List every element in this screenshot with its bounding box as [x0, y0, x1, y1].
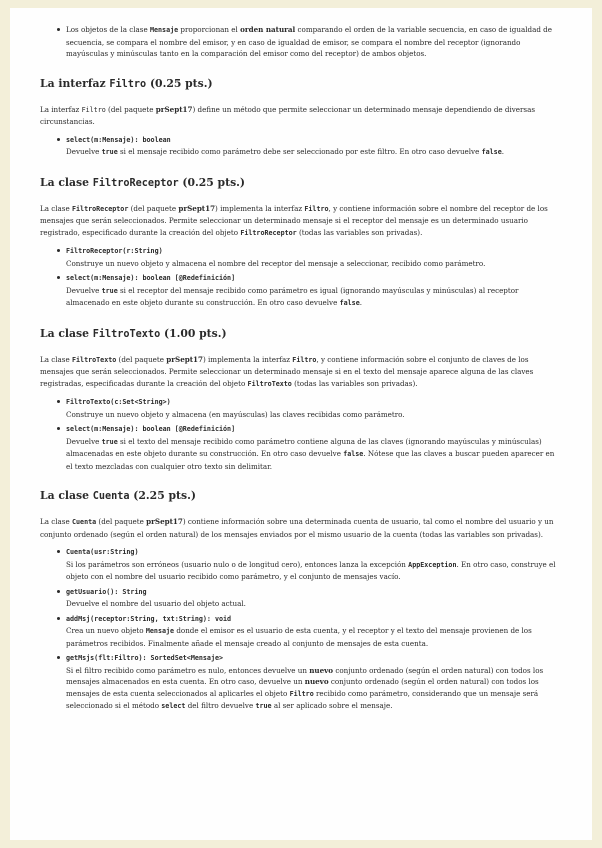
method-signature: FiltroReceptor(r:String) — [66, 247, 163, 255]
section-paragraph — [40, 354, 562, 391]
text-run: recibido como parámetro, considerando que un mensaje será seleccionado si el método — [66, 688, 539, 710]
text-run: FiltroReceptor — [92, 177, 179, 189]
section-heading-cuenta — [40, 489, 562, 504]
text-run: Devuelve — [66, 147, 102, 156]
list-item — [40, 245, 562, 269]
list-item — [40, 396, 562, 420]
method-signature: select(m:Mensaje): boolean [@Redefinición] — [66, 425, 236, 433]
text-run: La clase — [40, 517, 72, 526]
text-run: (del paquete — [96, 517, 147, 526]
text-run: ) define un método que permite seleccionar un determinado mensaje dependiendo de diversas circunstancias. — [40, 104, 535, 126]
text-run: Mensaje — [145, 627, 175, 635]
text-run: si el texto del mensaje recibido como parámetro contiene alguna de las claves (ignorando mayúsculas y minúsculas) almacenadas en este objeto durante su construcción. En otro caso devuelve — [66, 436, 542, 458]
section-paragraph — [40, 203, 562, 240]
list-item — [40, 423, 562, 472]
list-item — [40, 134, 562, 159]
text-run: si el receptor del mensaje recibido como parámetro es igual (ignorando mayúsculas y minúsculas) al receptor almacenado en este objeto durante su construcción. En otro caso devuelve — [66, 285, 519, 307]
text-run: Filtro — [289, 689, 314, 698]
text-run: true — [101, 437, 118, 446]
text-run: Construye un nuevo objeto y almacena (en mayúsculas) las claves recibidas como parámetro. — [66, 409, 405, 419]
text-run: La clase — [40, 175, 93, 189]
text-run: Filtro — [109, 78, 147, 90]
text-run: ) implementa la interfaz — [202, 354, 293, 364]
text-run: (del paquete — [105, 104, 156, 114]
text-run: Cuenta — [92, 491, 130, 502]
text-run: (0.25 pts.) — [146, 76, 213, 90]
text-run: ) contiene información sobre una determinada cuenta de usuario, tal como el nombre del usuario y un conjunto ordenado (según el orden natural) de los mensajes enviados por el mismo usuario de la cuenta (todas las variables son privadas). — [40, 517, 554, 539]
text-run: nuevo — [309, 665, 334, 675]
text-run: La clase — [40, 354, 72, 364]
text-run: si el mensaje recibido como parámetro debe ser seleccionado por este filtro. En otro caso devuelve — [117, 147, 482, 156]
text-run: (del paquete — [128, 203, 179, 213]
list-item — [40, 24, 562, 60]
text-run: (todas las variables son privadas). — [291, 378, 418, 388]
text-run: (1.00 pts.) — [160, 326, 227, 340]
text-run: La clase — [40, 489, 93, 502]
text-run: ) implementa la interfaz — [215, 203, 305, 213]
text-run: La clase — [40, 326, 93, 340]
text-run: false — [481, 148, 502, 156]
method-signature: getUsuario(): String — [66, 587, 147, 596]
text-run: (todas las variables son privadas). — [296, 227, 423, 237]
text-run: Devuelve el nombre del usuario del objeto actual. — [66, 599, 246, 608]
text-run: Si los parámetros son erróneos (usuario nulo o de longitud cero), entonces lanza la excepción — [66, 559, 409, 569]
text-run: FiltroReceptor — [71, 204, 129, 213]
text-run: . Nótese que las claves a buscar pueden aparecer en el texto mezcladas con cualquier otro texto sin delimitar. — [66, 449, 555, 471]
text-run: prSept17 — [178, 203, 216, 213]
method-signature: getMsjs(flt:Filtro): SortedSet<Mensaje> — [66, 654, 224, 662]
text-run: FiltroTexto — [92, 328, 161, 340]
section-heading-filtrotexto — [40, 327, 562, 342]
method-list — [40, 396, 562, 472]
method-signature: select(m:Mensaje): boolean — [66, 135, 171, 144]
section-heading-filtro — [40, 77, 562, 92]
list-item — [40, 652, 562, 713]
text-run: (del paquete — [116, 354, 167, 364]
section-heading-filtroreceptor — [40, 176, 562, 191]
method-list — [40, 546, 562, 713]
method-signature: addMsj(receptor:String, txt:String): void — [66, 614, 232, 623]
bold-term: orden natural — [240, 25, 296, 34]
list-item — [40, 586, 562, 610]
section-paragraph — [40, 516, 562, 540]
list-item — [40, 546, 562, 583]
text-run: del filtro devuelve — [185, 701, 256, 710]
text-run: , y contiene información sobre el nombre del receptor de los mensajes que serán seleccionados. Permite seleccionar un determinado mensaje si el receptor del mensaje es un determinado usuario registrado, especificado durante la creación del objeto — [40, 203, 548, 237]
text: Los objetos de la clase — [66, 25, 150, 34]
document-page — [10, 8, 592, 840]
text-run: . — [501, 147, 505, 156]
text-run: Filtro — [304, 204, 329, 213]
method-signature: Cuenta(usr:String) — [66, 548, 139, 556]
text-run: Filtro — [292, 355, 317, 364]
text-run: (2.25 pts.) — [129, 489, 196, 502]
text-run: . En otro caso, construye el objeto con el nombre del usuario recibido como parámetro, y el conjunto de mensajes vacío. — [66, 559, 556, 581]
text-run: Cuenta — [71, 518, 97, 526]
text-run: false — [343, 450, 364, 458]
section-paragraph — [40, 104, 562, 128]
text-run: FiltroTexto — [71, 355, 117, 364]
list-item — [40, 613, 562, 650]
text-run: select — [161, 702, 186, 710]
method-signature: select(m:Mensaje): boolean [@Redefinición] — [66, 274, 236, 282]
text-run: prSept17 — [166, 354, 203, 364]
text-run: Devuelve — [66, 436, 102, 446]
text-run: Crea un nuevo objeto — [66, 626, 146, 635]
text-run: AppException — [408, 560, 457, 569]
text-run: true — [101, 148, 118, 156]
text-run: La interfaz — [40, 104, 82, 114]
text-run: conjunto ordenado (según el orden natural) con todos los mensajes de esta cuenta seleccionados al aplicarles el objeto — [66, 677, 539, 698]
text-run: . — [359, 298, 363, 307]
text: proporcionan el — [178, 25, 241, 34]
text-run: , y contiene información sobre el conjunto de claves de los mensajes que serán seleccionados. Permite seleccionar un determinado mensaje si en el texto del mensaje aparece alguna de las claves registradas, especificadas durante la creación del objeto — [40, 354, 534, 388]
text-run: Si el filtro recibido como parámetro es nulo, entonces devuelve un — [66, 665, 310, 675]
text-run: Devuelve — [66, 285, 102, 295]
text: comparando el orden de la variable secuencia, en caso de igualdad de secuencia, se compara el nombre del emisor, y en caso de igualdad de emisor, se compara el nombre del receptor (ignorando mayúsculas y minúsculas tanto en la comparación del emisor como del receptor) de ambos objetos. — [66, 25, 552, 58]
code-term: Mensaje — [149, 26, 179, 34]
method-signature: FiltroTexto(c:Set<String>) — [66, 398, 171, 406]
text-run: true — [255, 702, 272, 710]
text-run: conjunto ordenado (según el orden natural) con todos los mensajes almacenados en esta cuenta. En otro caso, devuelve un — [66, 665, 544, 686]
text-run: Filtro — [81, 105, 106, 114]
text-run: La clase — [40, 203, 72, 213]
method-list — [40, 134, 562, 159]
text-run: La interfaz — [40, 76, 110, 90]
intro-list — [40, 24, 562, 60]
text-run: true — [101, 286, 118, 295]
text-run: FiltroTexto — [247, 379, 292, 388]
text-run: prSept17 — [146, 517, 183, 526]
list-item — [40, 272, 562, 310]
text-run: (0.25 pts.) — [178, 175, 246, 189]
text-run: nuevo — [304, 677, 329, 686]
text-run: donde el emisor es el usuario de esta cuenta, y el receptor y el texto del mensaje provienen de los parámetros recibidos. Finalmente añade el mensaje creado al conjunto de mensajes de esta cuenta. — [66, 626, 532, 648]
text-run: Construye un nuevo objeto y almacena el nombre del receptor del mensaje a seleccionar, recibido como parámetro. — [66, 258, 486, 268]
text-run: false — [339, 299, 360, 307]
text-run: prSept17 — [155, 104, 193, 114]
text-run: FiltroReceptor — [240, 228, 297, 237]
text-run: al ser aplicado sobre el mensaje. — [271, 701, 393, 710]
method-list — [40, 245, 562, 310]
